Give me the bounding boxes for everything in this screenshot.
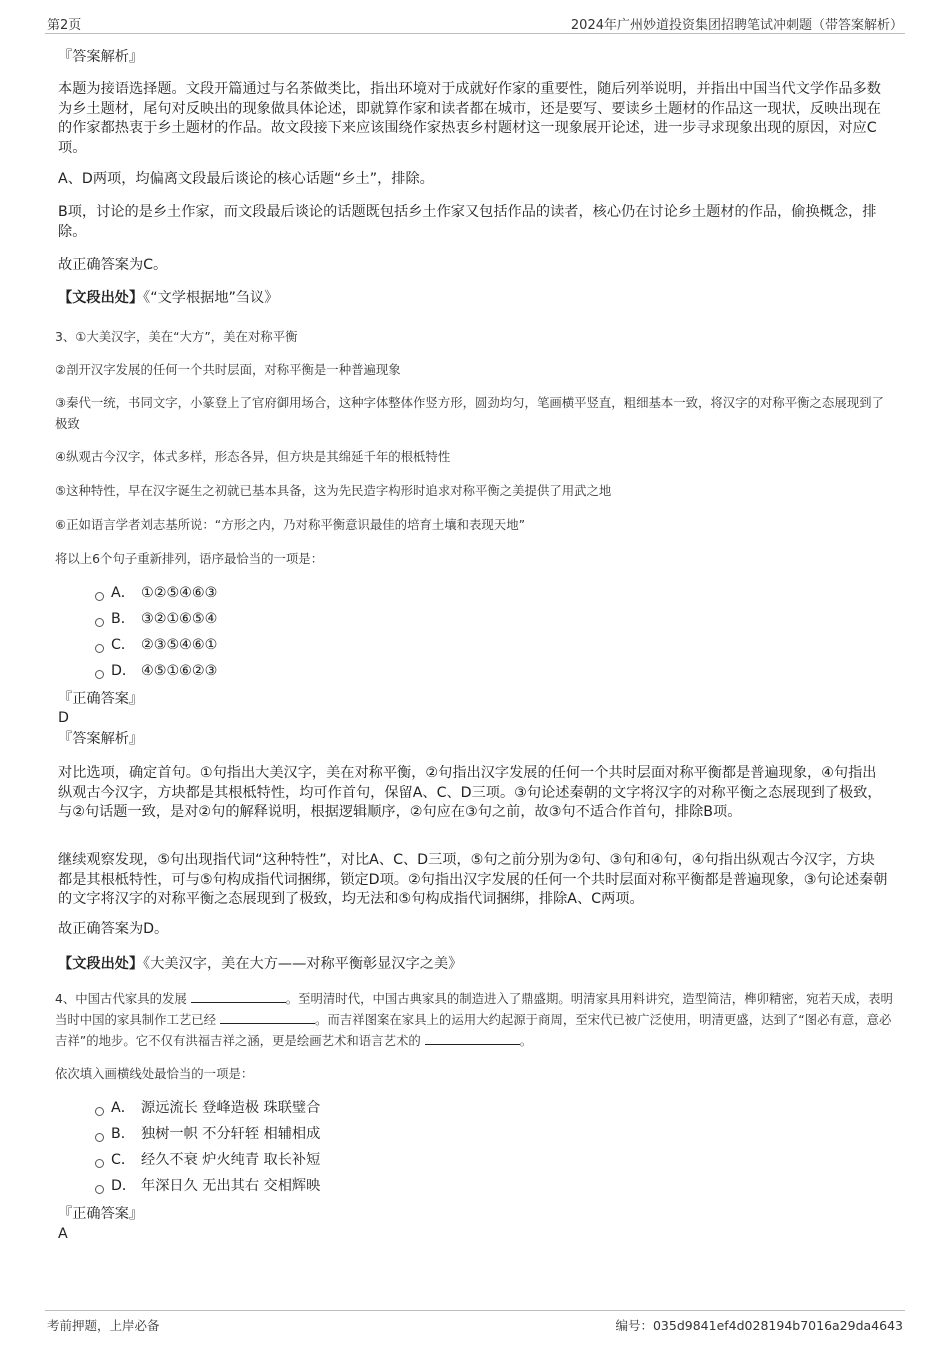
q3-analysis-heading: 『答案解析』 — [58, 731, 144, 747]
q3-sentence-2: ②剖开汉字发展的任何一个共时层面，对称平衡是一种普遍现象 — [55, 362, 401, 377]
document-title: 2024年广州妙道投资集团招聘笔试冲刺题（带答案解析） — [570, 18, 903, 33]
radio-button-icon[interactable] — [95, 592, 104, 601]
q3-option-c[interactable]: C． ②③⑤④⑥① — [95, 634, 217, 656]
q4-prompt: 依次填入画横线处最恰当的一项是： — [55, 1066, 254, 1081]
q2-analysis-paragraph-3: B项，讨论的是乡土作家，而文段最后谈论的话题既包括乡土作家又包括作品的读者，核心仍在讨论乡土题材的作品，偷换概念，排除。 — [58, 204, 877, 240]
q2-source-label: 【文段出处】 — [58, 290, 144, 306]
q3-sentence-3: ③秦代一统，书同文字，小篆登上了官府御用场合，这种字体整体作竖方形，圆劲均匀，笔画横平竖直，粗细基本一致，将汉字的对称平衡之态展现到了极致 — [55, 395, 884, 431]
q3-analysis-paragraph-2: 继续观察发现，⑤句出现指代词“这种特性”，对比A、C、D三项，⑤句之前分别为②句、③句和④句，④句指出纵观古今汉字，方块都是其根柢特性，可与⑤句构成指代词捆绑，锁定D项。②句指出汉字发展的任何一个共时层面对称平衡都是普遍现象，③句论述秦朝的文字将汉字的对称平衡之态展现到了极致，均无法和⑤句构成指代词捆绑，排除A、C两项。 — [58, 852, 888, 908]
blank-3[interactable] — [425, 1032, 520, 1045]
q4-option-d[interactable]: D． 年深日久 无出其右 交相辉映 — [95, 1175, 320, 1197]
q3-option-b[interactable]: B． ③②①⑥⑤④ — [95, 608, 217, 630]
q3-answer-heading: 『正确答案』 — [58, 691, 144, 707]
q2-conclusion: 故正确答案为C。 — [58, 257, 168, 273]
q3-sentence-5: ⑤这种特性，早在汉字诞生之初就已基本具备，这为先民造字构形时追求对称平衡之美提供了用武之地 — [55, 483, 612, 498]
q3-sentence-1: 3、①大美汉字，美在“大方”，美在对称平衡 — [55, 329, 298, 344]
radio-button-icon[interactable] — [95, 644, 104, 653]
q3-sentence-4: ④纵观古今汉字，体式多样，形态各异，但方块是其绵延千年的根柢特性 — [55, 449, 451, 464]
radio-button-icon[interactable] — [95, 670, 104, 679]
blank-2[interactable] — [220, 1011, 315, 1024]
q3-option-d[interactable]: D． ④⑤①⑥②③ — [95, 660, 217, 682]
q3-analysis-paragraph-1: 对比选项，确定首句。①句指出大美汉字，美在对称平衡，②句指出汉字发展的任何一个共时层面对称平衡都是普遍现象，④句指出纵观古今汉字，方块都是其根柢特性，均可作首句，保留A、C、D三项。③句论述秦朝的文字将汉字的对称平衡之态展现到了极致，与②句话题一致，是对②句的解释说明，根据逻辑顺序，②句应在③句之前，故③句不适合作首句，排除B项。 — [58, 765, 882, 821]
q4-answer-heading: 『正确答案』 — [58, 1206, 144, 1222]
radio-button-icon[interactable] — [95, 618, 104, 627]
q3-prompt: 将以上6个句子重新排列，语序最恰当的一项是： — [55, 551, 324, 566]
footer-slogan: 考前押题，上岸必备 — [47, 1318, 160, 1333]
q4-option-c[interactable]: C． 经久不衰 炉火纯青 取长补短 — [95, 1149, 320, 1171]
q4-option-b[interactable]: B． 独树一帜 不分轩轾 相辅相成 — [95, 1123, 320, 1145]
page-number: 第2页 — [47, 18, 82, 33]
q2-source — [58, 288, 278, 308]
q3-option-a[interactable]: A． ①②⑤④⑥③ — [95, 582, 217, 604]
radio-button-icon[interactable] — [95, 1133, 104, 1142]
q2-analysis-paragraph-1: 本题为接语选择题。文段开篇通过与名茶做类比，指出环境对于成就好作家的重要性，随后列举说明，并指出中国当代文学作品多数为乡土题材，尾句对反映出的现象做具体论述，即就算作家和读者都在城市，还是要写、要读乡土题材的作品这一现状，反映出现在的作家都热衷于乡土题材的作品。故文段接下来应该围绕作家热衷乡村题材这一现象展开论述，进一步寻求现象出现的原因，对应C项。 — [58, 81, 881, 156]
radio-button-icon[interactable] — [95, 1159, 104, 1168]
blank-1[interactable] — [191, 990, 286, 1003]
q3-source-label: 【文段出处】 — [58, 956, 144, 972]
q4-answer: A — [58, 1226, 68, 1242]
q2-analysis-heading: 『答案解析』 — [58, 49, 144, 65]
q4-stem: 4、中国古代家具的发展 。至明清时代，中国古典家具的制造进入了鼎盛期。明清家具用料讲究，造型简洁，榫卯精密，宛若天成，表明当时中国的家具制作工艺已经 。而吉祥图案在家具上的运用大约起源于商周，至宋代已被广泛使用，明清更盛，达到了“图必有意，意必吉祥”的地步。它不仅有洪福吉祥之涵，更是绘画艺术和语言艺术的 。 — [55, 991, 893, 1048]
q3-source — [58, 954, 462, 974]
footer-serial-number: 编号：035d9841ef4d028194b7016a29da4643 — [615, 1318, 903, 1333]
q3-answer: D — [58, 710, 69, 726]
q2-analysis-paragraph-2: A、D两项，均偏离文段最后谈论的核心话题“乡土”，排除。 — [58, 171, 434, 187]
radio-button-icon[interactable] — [95, 1107, 104, 1116]
q4-option-a[interactable]: A． 源远流长 登峰造极 珠联璧合 — [95, 1097, 320, 1119]
q3-sentence-6: ⑥正如语言学者刘志基所说：“方形之内，乃对称平衡意识最佳的培育土壤和表现天地” — [55, 517, 526, 532]
q3-source-text: 《大美汉字，美在大方——对称平衡彰显汉字之美》 — [143, 956, 463, 972]
page-header — [45, 12, 905, 34]
page-footer — [45, 1310, 905, 1337]
q2-source-text: 《“文学根据地”刍议》 — [143, 290, 279, 306]
q3-conclusion: 故正确答案为D。 — [58, 921, 169, 937]
radio-button-icon[interactable] — [95, 1185, 104, 1194]
